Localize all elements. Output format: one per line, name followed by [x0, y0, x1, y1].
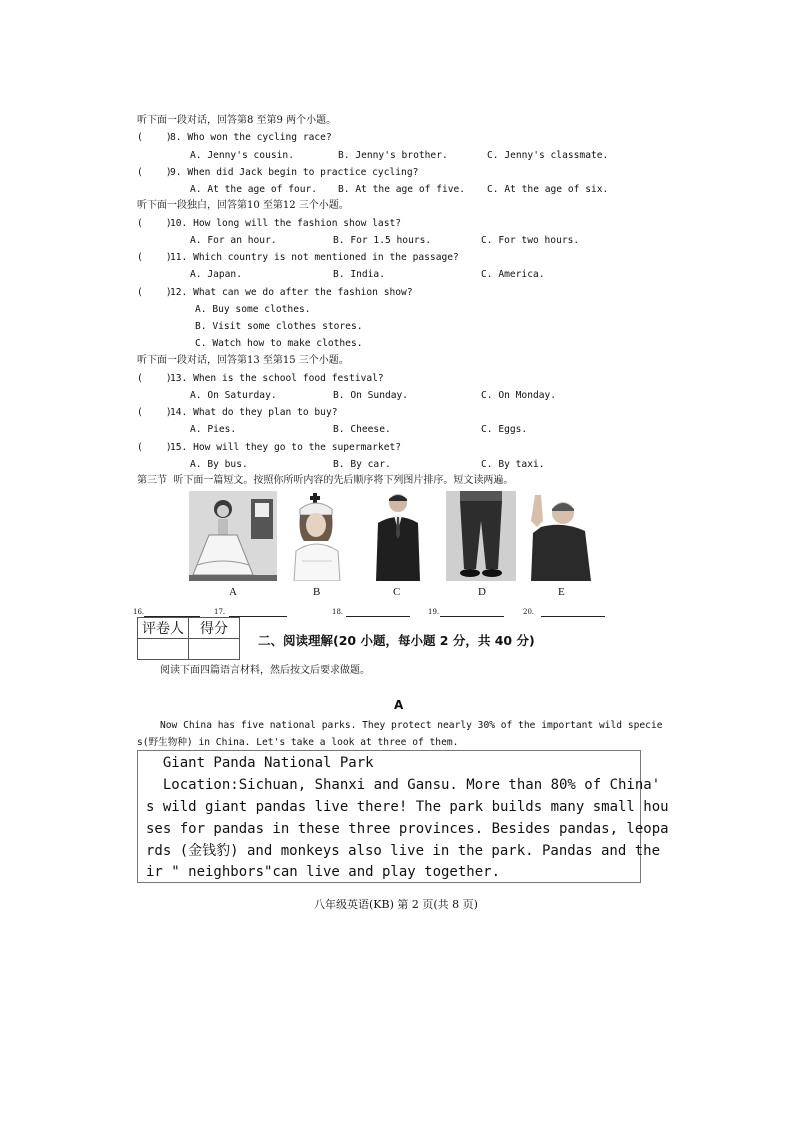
box-line-1: Giant Panda National Park — [146, 755, 374, 771]
question-11-option-c: C. America. — [481, 269, 545, 280]
question-11-option-b: B. India. — [333, 269, 385, 280]
question-13-option-a: A. On Saturday. — [190, 390, 277, 401]
question-14-paren[interactable]: ( ) — [137, 407, 172, 418]
question-9-stem: 9. When did Jack begin to practice cycling? — [170, 167, 419, 178]
question-10-paren[interactable]: ( ) — [137, 218, 172, 229]
question-10-stem: 10. How long will the fashion show last? — [170, 218, 402, 229]
question-15-option-c: C. By taxi. — [481, 459, 545, 470]
picture-label-e: E — [558, 586, 565, 598]
question-11-stem: 11. Which country is not mentioned in the passage? — [170, 252, 459, 263]
listening-intro-13-15: 听下面一段对话，回答第13 至第15 三个小题。 — [137, 355, 349, 366]
box-line-5: rds (金钱豹) and monkeys also live in the park. Pandas and the — [146, 843, 661, 859]
score-table-reviewer-header: 评卷人 — [138, 618, 189, 639]
question-12-option-b: B. Visit some clothes stores. — [195, 321, 363, 332]
question-15-stem: 15. How will they go to the supermarket? — [170, 442, 402, 453]
question-9-paren[interactable]: ( ) — [137, 167, 172, 178]
question-15-option-b: B. By car. — [333, 459, 391, 470]
blank-20-line[interactable] — [541, 616, 605, 617]
question-8-option-a: A. Jenny's cousin. — [190, 150, 294, 161]
question-13-option-c: C. On Monday. — [481, 390, 557, 401]
blank-16-number: 16. — [133, 608, 145, 616]
passage-a-label: A — [394, 698, 404, 712]
passage-intro-line-1: Now China has five national parks. They protect nearly 30% of the important wild specie — [160, 720, 663, 731]
question-13-paren[interactable]: ( ) — [137, 373, 172, 384]
score-table-reviewer-cell[interactable] — [138, 639, 189, 660]
question-12-paren[interactable]: ( ) — [137, 287, 172, 298]
question-12-option-c: C. Watch how to make clothes. — [195, 338, 363, 349]
passage-intro-line-2: s(野生物种) in China. Let's take a look at three of them. — [137, 737, 459, 748]
box-line-4: ses for pandas in these three provinces. Besides pandas, leopa — [146, 821, 669, 837]
question-14-option-c: C. Eggs. — [481, 424, 528, 435]
picture-label-b: B — [313, 586, 321, 598]
score-table — [137, 617, 240, 660]
picture-label-c: C — [393, 586, 401, 598]
listening-section-3-instruction: 第三节 听下面一篇短文。按照你所听内容的先后顺序将下列图片排序。短文读两遍。 — [137, 475, 514, 486]
blank-19-number: 19. — [428, 608, 440, 616]
question-10-option-b: B. For 1.5 hours. — [333, 235, 432, 246]
question-12-option-a: A. Buy some clothes. — [195, 304, 311, 315]
blank-17-number: 17. — [214, 608, 226, 616]
picture-b-nurse — [288, 491, 346, 581]
question-13-stem: 13. When is the school food festival? — [170, 373, 384, 384]
question-10-option-c: C. For two hours. — [481, 235, 580, 246]
blank-18-number: 18. — [332, 608, 344, 616]
question-14-stem: 14. What do they plan to buy? — [170, 407, 338, 418]
question-12-stem: 12. What can we do after the fashion show? — [170, 287, 413, 298]
question-9-option-a: A. At the age of four. — [190, 184, 318, 195]
listening-intro-8-9: 听下面一段对话，回答第8 至第9 两个小题。 — [137, 115, 337, 126]
question-14-option-a: A. Pies. — [190, 424, 237, 435]
question-9-option-c: C. At the age of six. — [487, 184, 609, 195]
question-9-option-b: B. At the age of five. — [338, 184, 466, 195]
page-footer: 八年级英语(KB) 第 2 页(共 8 页) — [314, 898, 478, 911]
question-14-option-b: B. Cheese. — [333, 424, 391, 435]
blank-19-line[interactable] — [440, 616, 504, 617]
question-10-option-a: A. For an hour. — [190, 235, 277, 246]
giant-panda-park-box — [137, 750, 669, 883]
question-13-option-b: B. On Sunday. — [333, 390, 409, 401]
picture-d-jeans-and-shoes — [446, 491, 516, 581]
reading-instruction: 阅读下面四篇语言材料，然后按文后要求做题。 — [160, 665, 370, 676]
score-table-score-header: 得分 — [189, 618, 240, 639]
reading-section-title: 二、阅读理解(20 小题，每小题 2 分，共 40 分) — [258, 633, 535, 648]
question-8-paren[interactable]: ( ) — [137, 132, 172, 143]
question-15-option-a: A. By bus. — [190, 459, 248, 470]
question-8-stem: 8. Who won the cycling race? — [170, 132, 332, 143]
box-line-6: ir " neighbors"can live and play together. — [146, 864, 501, 880]
box-line-3: s wild giant pandas live there! The park builds many small hou — [146, 799, 669, 815]
picture-label-a: A — [229, 586, 237, 598]
blank-18-line[interactable] — [346, 616, 410, 617]
question-15-paren[interactable]: ( ) — [137, 442, 172, 453]
question-8-option-c: C. Jenny's classmate. — [487, 150, 609, 161]
score-table-score-cell[interactable] — [189, 639, 240, 660]
question-11-option-a: A. Japan. — [190, 269, 242, 280]
question-11-paren[interactable]: ( ) — [137, 252, 172, 263]
box-line-2: Location:Sichuan, Shanxi and Gansu. More than 80% of China' — [146, 777, 661, 793]
blank-20-number: 20. — [523, 608, 535, 616]
picture-c-man-in-suit — [370, 491, 426, 581]
picture-e-waving-man — [527, 491, 595, 581]
picture-label-d: D — [478, 586, 486, 598]
picture-a-girl-in-dress — [189, 491, 277, 581]
listening-intro-10-12: 听下面一段独白，回答第10 至第12 三个小题。 — [137, 200, 349, 211]
question-8-option-b: B. Jenny's brother. — [338, 150, 448, 161]
